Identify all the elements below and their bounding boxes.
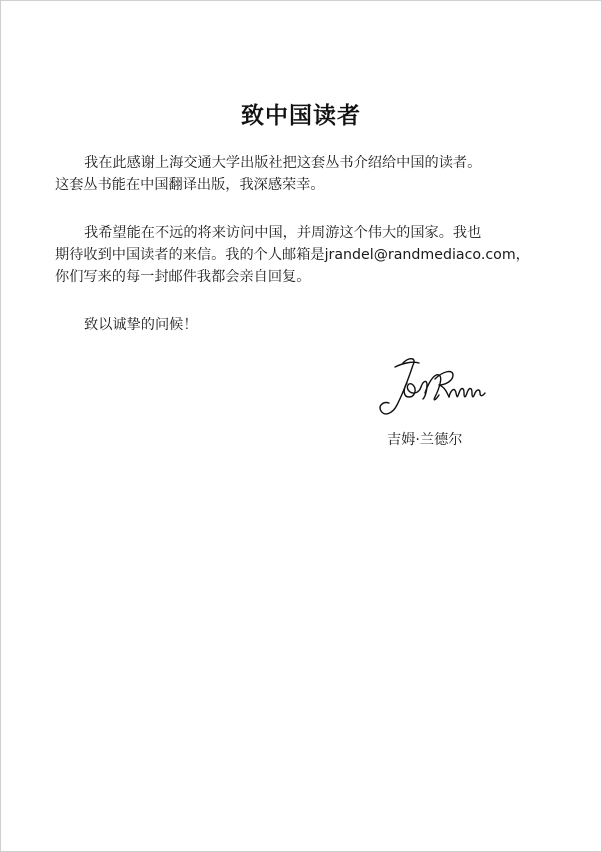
signer-name: 吉姆·兰德尔 (387, 432, 463, 448)
paragraph-visit-china (55, 222, 555, 288)
paragraph-line: 我希望能在不远的将来访问中国，并周游这个伟大的国家。我也 (84, 225, 482, 241)
paragraph-line: 期待收到中国读者的来信。我的个人邮箱是jrandel@randmediaco.com， (55, 247, 530, 263)
paragraph-line: 你们写来的每一封邮件我都会亲自回复。 (55, 269, 311, 285)
handwritten-signature (373, 353, 493, 427)
letter-title: 致中国读者 (241, 103, 361, 129)
paragraph-line: 我在此感谢上海交通大学出版社把这套丛书介绍给中国的读者。 (84, 155, 482, 171)
closing-regards: 致以诚挚的问候！ (84, 317, 198, 333)
paragraph-regards (55, 314, 555, 336)
paragraph-line: 这套丛书能在中国翻译出版，我深感荣幸。 (55, 177, 325, 193)
paragraph-thanks (55, 152, 555, 196)
